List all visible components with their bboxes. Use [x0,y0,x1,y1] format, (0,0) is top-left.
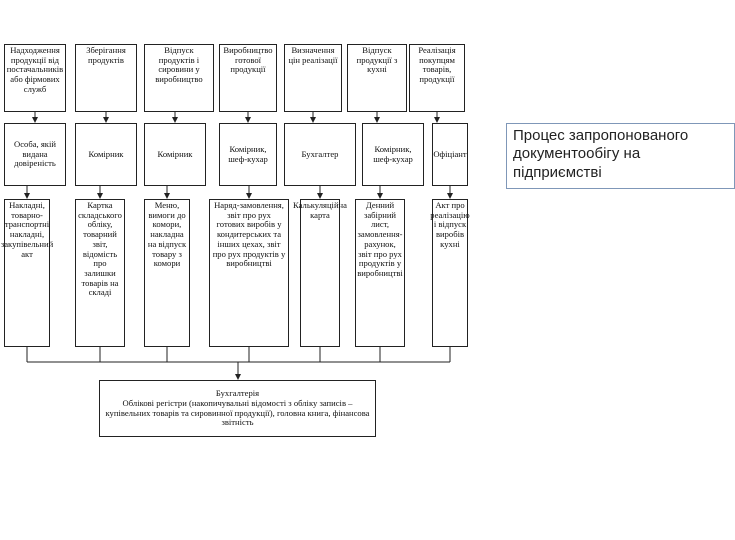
responsible-waiter-text: Офіціант [433,148,467,159]
stage-receiving [4,44,66,112]
responsible-storekeeper-1 [75,123,137,186]
docs-release-text: Меню, вимоги до комори, накладна на відпуск товару з комори [147,200,187,269]
process-note-text: Процес запропонованого документообігу на підприємстві [513,127,689,181]
docs-storage [75,199,125,347]
responsible-storekeeper-chef-1-text: Комірник, шеф-кухар [228,143,268,164]
responsible-proxy-holder [4,123,66,186]
docs-pricing [293,199,347,347]
responsible-proxy-holder-text: Особа, якій видана довіреність [14,138,56,169]
stage-sales [409,44,465,112]
accounting-box [99,380,376,437]
stage-release-text: Відпуск продуктів і сировини у виробництво [155,45,203,85]
responsible-storekeeper-1-text: Комірник [88,148,124,159]
stage-receiving-text: Надходження продукції від постачальників або фірмових служб [6,45,64,94]
docs-storage-text: Картка складського обліку, товарний звіт, відомість про залишки товарів на складі [78,200,122,298]
docs-sales-text: Акт про реалізацію і відпуск виробів кухні [430,200,470,249]
stage-production-text: Виробництво готової продукції [223,45,273,75]
docs-receiving [0,199,54,347]
stage-pricing-text: Визначення цін реалізації [288,45,338,65]
docs-kitchen-release [355,199,405,347]
responsible-storekeeper-2-text: Комірник [157,148,193,159]
stage-production [219,44,277,112]
stage-storage-text: Зберігання продуктів [86,45,126,65]
docs-sales [432,199,468,347]
responsible-storekeeper-chef-2 [362,123,424,186]
responsible-storekeeper-2 [144,123,206,186]
docs-release [144,199,190,347]
docs-receiving-text: Накладні, товарно-транспортні накладні, закупівельний акт [0,200,54,259]
stage-kitchen-release-text: Відпуск продукції з кухні [356,45,398,75]
docs-production-text: Наряд-замовлення, звіт про рух готових виробів у кондитерських та інших цехах, звіт про рух продуктів у виробництві [212,200,286,269]
docs-kitchen-release-text: Денний забірний лист, замовлення-рахунок, звіт про рух продуктів у виробництві [357,200,403,278]
stage-storage [75,44,137,112]
responsible-waiter [432,123,468,186]
responsible-storekeeper-chef-1 [219,123,277,186]
docs-pricing-text: Калькуляційна карта [293,200,347,220]
stage-kitchen-release [347,44,407,112]
accounting-text: Бухгалтерія Облікові регістри (накопичувальні відомості з обліку записів – купівельних товарів та сировинної продукції), головна книга, фінансова звітність [105,388,370,428]
stage-pricing [284,44,342,112]
responsible-storekeeper-chef-2-text: Комірник, шеф-кухар [373,143,413,164]
process-note [506,123,735,189]
responsible-accountant [284,123,356,186]
stage-sales-text: Реалізація покупцям товарів, продукції [418,45,456,85]
responsible-accountant-text: Бухгалтер [301,148,339,159]
docs-production [209,199,289,347]
stage-release-to-production [144,44,214,112]
